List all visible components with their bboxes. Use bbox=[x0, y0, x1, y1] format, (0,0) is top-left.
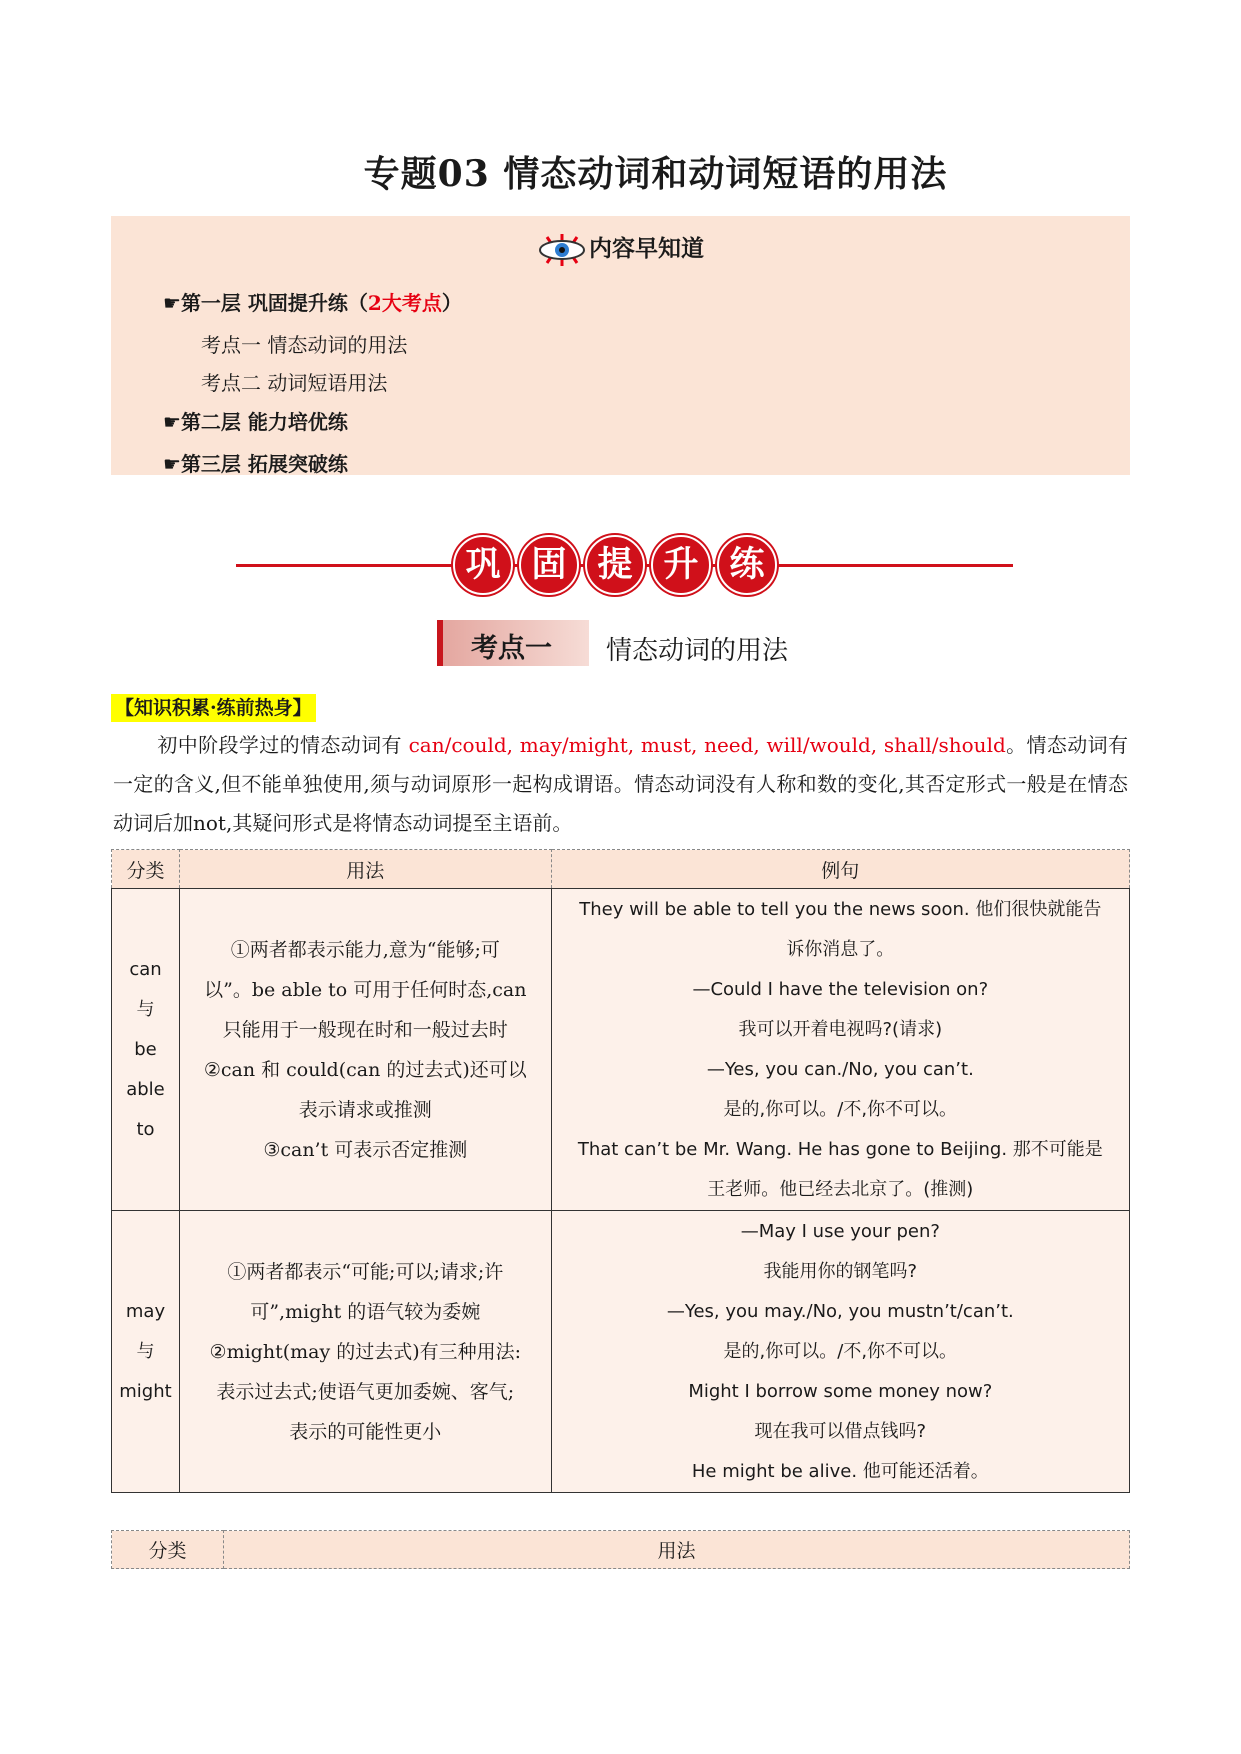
category-cell: may 与 might bbox=[112, 1211, 180, 1493]
usage-cell: ①两者都表示“可能;可以;请求;许 可”,might 的语气较为委婉 ②might(may 的过去式)有三种用法: 表示过去式;使语气更加委婉、客气; 表示的可能性更小 bbox=[179, 1211, 551, 1493]
header-category: 分类 bbox=[112, 850, 180, 889]
header-usage: 用法 bbox=[223, 1531, 1129, 1569]
usage-cell: ①两者都表示能力,意为“能够;可 以”。be able to 可用于任何时态,can 只能用于一般现在时和一般过去时 ②can 和 could(can 的过去式)还可以 表示请求或推测 ③can’t 可表示否定推测 bbox=[179, 889, 551, 1211]
section-banner bbox=[236, 535, 1013, 595]
table-row bbox=[112, 1211, 1130, 1493]
intro-paragraph: 初中阶段学过的情态动词有 can/could, may/might, must, need, will/would, shall/should。情态动词有一定的含义,但不能单独使用,须与动词原形一起构成谓语。情态动词没有人称和数的变化,其否定形式一般是在情态动词后加not,其疑问形式是将情态动词提至主语前。 bbox=[113, 733, 1129, 835]
example-cell: They will be able to tell you the news soon. 他们很快就能告 诉你消息了。 —Could I have the television on? 我可以开着电视吗?(请求) —Yes, you can./No, you can’t. 是的,你可以。/不,你不可以。 That can’t be Mr. Wang. He has gone to Beijing. 那不可能是 王老师。他已经去北京了。(推测) bbox=[551, 889, 1129, 1211]
table-row bbox=[112, 889, 1130, 1211]
toc-level-3: ☛第三层 拓展突破练 bbox=[163, 452, 348, 476]
continuation-table bbox=[111, 1530, 1130, 1569]
contents-box bbox=[111, 216, 1130, 475]
toc-point-1: 考点一 情态动词的用法 bbox=[201, 333, 408, 357]
point-badge: 考点一 bbox=[437, 620, 589, 666]
modal-verbs-table bbox=[111, 849, 1130, 1493]
pointing-hand-icon: ☛ bbox=[163, 452, 181, 476]
point-title: 情态动词的用法 bbox=[606, 636, 789, 666]
banner-char: 提 bbox=[585, 535, 645, 595]
toc-level-1: ☛第一层 巩固提升练（2大考点） bbox=[163, 291, 462, 315]
contents-heading: 内容早知道 bbox=[111, 230, 1130, 267]
toc-point-2: 考点二 动词短语用法 bbox=[201, 371, 388, 395]
header-example: 例句 bbox=[551, 850, 1129, 889]
header-usage: 用法 bbox=[179, 850, 551, 889]
banner-char: 升 bbox=[651, 535, 711, 595]
pointing-hand-icon: ☛ bbox=[163, 410, 181, 434]
banner-char: 练 bbox=[717, 535, 777, 595]
toc-level-2: ☛第二层 能力培优练 bbox=[163, 410, 348, 434]
banner-char: 巩 bbox=[453, 535, 513, 595]
knowledge-tag: 【知识积累·练前热身】 bbox=[111, 694, 316, 722]
banner-title bbox=[453, 535, 777, 595]
banner-char: 固 bbox=[519, 535, 579, 595]
example-cell: —May I use your pen? 我能用你的钢笔吗? —Yes, you may./No, you mustn’t/can’t. 是的,你可以。/不,你不可以。 Might I borrow some money now? 现在我可以借点钱吗? He might be alive. 他可能还活着。 bbox=[551, 1211, 1129, 1493]
eye-icon bbox=[537, 233, 587, 267]
category-cell: can 与 be able to bbox=[112, 889, 180, 1211]
document-title: 专题03 情态动词和动词短语的用法 bbox=[363, 153, 948, 195]
header-category: 分类 bbox=[112, 1531, 224, 1569]
pointing-hand-icon: ☛ bbox=[163, 291, 181, 315]
